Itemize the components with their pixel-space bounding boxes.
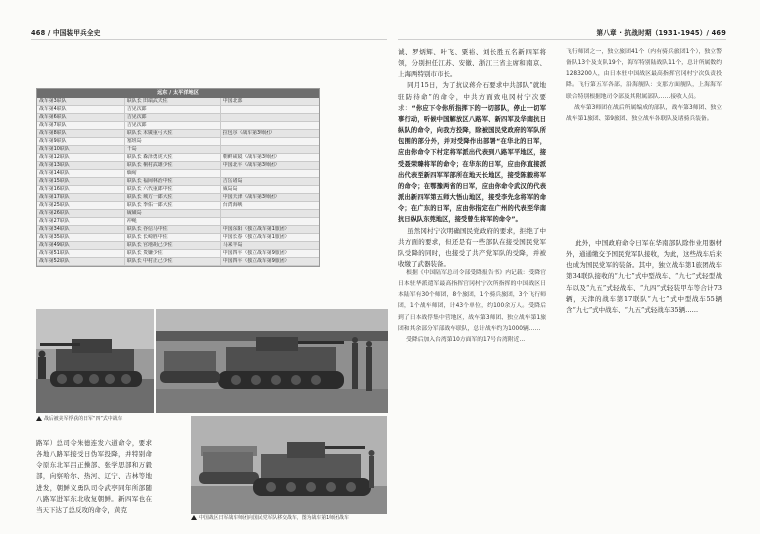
table-cell: 联队长 贵嫌少佐 [124, 250, 220, 258]
text-column-1 [398, 47, 546, 270]
table-row [37, 226, 319, 234]
table-cell: 联队长 福岡林治中佐 [124, 178, 220, 186]
paragraph-lead: 同月15日，为了抗议蒋介石要求中共部队“就地驻防待命”的命令，中共方面致电冈村宁次要求： [398, 81, 546, 112]
table-cell: 战车第52联队 [37, 258, 124, 266]
table-cell: 联队长 六代重郎中佐 [124, 186, 220, 194]
table-cell: 联队长 谷信马中佐 [124, 226, 220, 234]
table-row [37, 250, 319, 258]
table-cell: 中国四平（独立战车第9旅团） [220, 250, 319, 258]
table-cell: 缅甸 [124, 170, 220, 178]
table-row [37, 170, 319, 178]
table-cell: 冲绳 [124, 218, 220, 226]
quoted-order: “你应下令你所指挥下的一切部队，停止一切军事行动，听候中国解放区八路军、新四军及华南抗日纵队的命令，向我方投降，除被国民党政府的军队所包围的部分外，并对受降作出部署“在华北的日军，应由你命令下村定将军派出代表到八路军平地区，接受聂荣臻将军的命令；在华东的日军，应由你直接派出代表至新四军军部所在地天长地区，接受陈毅将军的命令；在鄂豫两省的日军，应由你命令武汉的代表派出新四军第五师大悟山地区，接受李先念将军的命令；在广东的日军，应由你指定在广州的代表至华南抗日纵队东莞地区，接受曾生将军的命令”。 [398, 104, 547, 224]
table-cell: 战车第9联队 [37, 138, 124, 146]
table-cell: 威岛岛 [220, 186, 319, 194]
paragraph [398, 80, 546, 225]
table-cell: 战车第3联队 [37, 98, 124, 106]
table-cell: 战车第51联队 [37, 250, 124, 258]
table-cell: 朝鲜咸镜（战车第3师团） [220, 154, 319, 162]
table-cell [220, 106, 319, 114]
table-row [37, 154, 319, 162]
table-cell: 中国北平（战车第3师团） [220, 162, 319, 170]
table-cell: 吉见次郎 [124, 106, 220, 114]
table-cell: 战车第17联队 [37, 194, 124, 202]
running-head-right: 第八章 · 抗战时期（1931-1945）/ 469 [596, 29, 726, 37]
header-rule-left [31, 39, 387, 40]
table-cell: 台湾海峡 [220, 202, 319, 210]
table-cell: 联队长 城方一郎大佐 [124, 194, 220, 202]
tank-photo-2 [156, 309, 388, 413]
tank-photo-1 [36, 309, 154, 413]
table-cell [220, 114, 319, 122]
table-cell: 战车第6联队 [37, 114, 124, 122]
body-text-bottom-left: 路军）总司令朱德连发六道命令，要求各地八路军接受日伪军投降，并特别命令原东北军吕正操部、张学思部和万毅部，向察哈尔、热河、辽宁、吉林等地进发，朝鲜义勇队司令武亭同年所部随八路军进军东北收复朝鲜。新四军也在当天下达了总反攻的命令，黄克 [36, 439, 152, 514]
table-cell: 联队长 桐村武雄少佐 [124, 162, 220, 170]
paragraph: 根据《中国陆军总司令部受降报告书》内记载：受降官日本驻华派遣军最高指挥官冈村宁次所指挥的中国战区日本陆军有30个师团，8个旅团，1个骑兵旅团，3个飞行师团，1个战车师团，计43个单位，约100余万人。受降后到了日本战俘集中营地区，战车第3师团、独立战车第1旅团和其余部分军部战车联队，总计战车约为1000辆…… [398, 270, 546, 332]
caption-text-1: 战后被美军俘获的日军“四”式中战车 [44, 416, 123, 422]
table-row [37, 186, 319, 194]
table-title: 远东 / 太平洋地区 [37, 89, 319, 98]
table-cell: 联队长 田端武夫佐 [124, 98, 220, 106]
table-cell: 战车第49联队 [37, 242, 124, 250]
table-cell: 战车第25联队 [37, 202, 124, 210]
table-cell: 战车第7联队 [37, 122, 124, 130]
table-cell [220, 210, 319, 218]
table-row [37, 130, 319, 138]
table-cell: 战车第27联队 [37, 218, 124, 226]
table-row [37, 98, 319, 106]
text-column-2-bottom [566, 238, 722, 316]
table-row [37, 194, 319, 202]
table-cell [220, 122, 319, 130]
table-cell [220, 218, 319, 226]
table-row [37, 210, 319, 218]
unit-table [36, 88, 320, 267]
caption-text-2: 中国战区日军战车师团向国民党军队移交战车，图为战车第1师团战车 [199, 515, 349, 521]
table-cell: 联队长 长崎胜中佐 [124, 234, 220, 242]
table-cell: 联队长 季佑一郎大佐 [124, 202, 220, 210]
table-cell: 硫磺岛 [124, 210, 220, 218]
table-row [37, 106, 319, 114]
table-cell: 马来半岛 [220, 242, 319, 250]
text-column-2 [566, 47, 722, 125]
table-cell: 中国长春（独立战车第1旅团） [220, 234, 319, 242]
table-cell: 联队长 森泽勇虎大佐 [124, 154, 220, 162]
table-cell: 战车第8联队 [37, 130, 124, 138]
table-row [37, 138, 319, 146]
table-cell [220, 146, 319, 154]
table-cell: 中国东阳（独立战车第1旅团） [220, 226, 319, 234]
table-cell: 战车第26联队 [37, 210, 124, 218]
photo-caption-2 [191, 515, 389, 522]
table-cell: 中国天津（战车第3师团） [220, 194, 319, 202]
table-cell: 中国四平（独立战车第9旅团） [220, 258, 319, 266]
table-cell: 战车第4联队 [37, 106, 124, 114]
table-cell: 联队长 中村正己少佐 [124, 258, 220, 266]
table-row [37, 234, 319, 242]
table-cell: 战车第12联队 [37, 154, 124, 162]
table-cell: 联队长 官地胡己少佐 [124, 242, 220, 250]
table-cell: 千岛 [124, 146, 220, 154]
table-cell: 拉包尔（战车第3师团） [220, 130, 319, 138]
table-cell: 中国北部 [220, 98, 319, 106]
table-cell: 战车第10联队 [37, 146, 124, 154]
table-cell: 战车第13联队 [37, 162, 124, 170]
caption-marker-icon [191, 515, 197, 520]
table-row [37, 146, 319, 154]
photo-caption-1 [36, 416, 186, 423]
header-rule-right [398, 39, 726, 40]
tank-photo-3 [191, 416, 387, 514]
table-row [37, 218, 319, 226]
text-column-1-bottom [398, 268, 546, 346]
table-cell: 吉见次郎 [124, 114, 220, 122]
paragraph: 飞行师团之一，独立旅团41个（内有骑兵旅团1个），独立警备队13个及支队19个，海军特别陆战队11个，总计所属数约1283200人，由日本驻中国战区最高指挥官冈村宁次负责投降。飞行第五军各部，沿海舰队：支那方面舰队，上海海军联合特别根据地司令部及其附属部队……接收人员。 [566, 49, 722, 100]
table-row [37, 178, 319, 186]
paragraph: 虽然冈村宁次明确国民党政府的要求，拒绝了中共方面的要求，但还是有一些部队在接受国民党军队受降的同时，也接受了共产党军队的受降，并被收缴了武器装备。 [398, 226, 546, 268]
table-row [37, 258, 319, 266]
table-cell: 战车第16联队 [37, 186, 124, 194]
paragraph: 受降后加入台湾第10方面军的17号台湾附近… [406, 336, 526, 343]
table-row [37, 122, 319, 130]
table-row [37, 162, 319, 170]
table-cell: 吉见次郎 [124, 122, 220, 130]
table-cell: 战车第34联队 [37, 226, 124, 234]
table-row [37, 114, 319, 122]
table-row [37, 242, 319, 250]
table-row [37, 202, 319, 210]
table-cell: 战车第15联队 [37, 178, 124, 186]
paragraph: 战车第3师团在战后所属编成的部队，战车第3师团、独立战车第1旅团、第9旅团、独立战车各联队及诸骑兵装备。 [566, 104, 722, 122]
table-cell: 塞班岛 [124, 138, 220, 146]
table-cell [220, 138, 319, 146]
running-head-left: 468 / 中国装甲兵全史 [31, 29, 101, 37]
table-cell: 战车第35联队 [37, 234, 124, 242]
paragraph: 诚、罗炳辉、叶飞、粟裕、刘长胜五名新四军将领，分别担任江苏、安徽、浙江三省主席和南京、上海两特别市市长。 [398, 48, 546, 79]
caption-marker-icon [36, 416, 42, 421]
table-cell: 联队长 末廣重弓大佐 [124, 130, 220, 138]
table-cell [220, 170, 319, 178]
table-cell: 战车第14联队 [37, 170, 124, 178]
table-cell: 吉岳诸岛 [220, 178, 319, 186]
paragraph: 此外，中国政府命令日军在华南部队除作业用器材外，通通缴交予国民党军队接收，为此，这些战车后来也成为国民党军的装备。其中，独立战车第1旅团战车第34联队接收的“九七”式中型战车、“九七”式轻型战车以及“九五”式轻战车、“九四”式轻装甲车等合计73辆，天津的战车第17联队“九七”式中型战车55辆含“九七”式中战车、“九五”式轻战车35辆…… [566, 239, 722, 314]
